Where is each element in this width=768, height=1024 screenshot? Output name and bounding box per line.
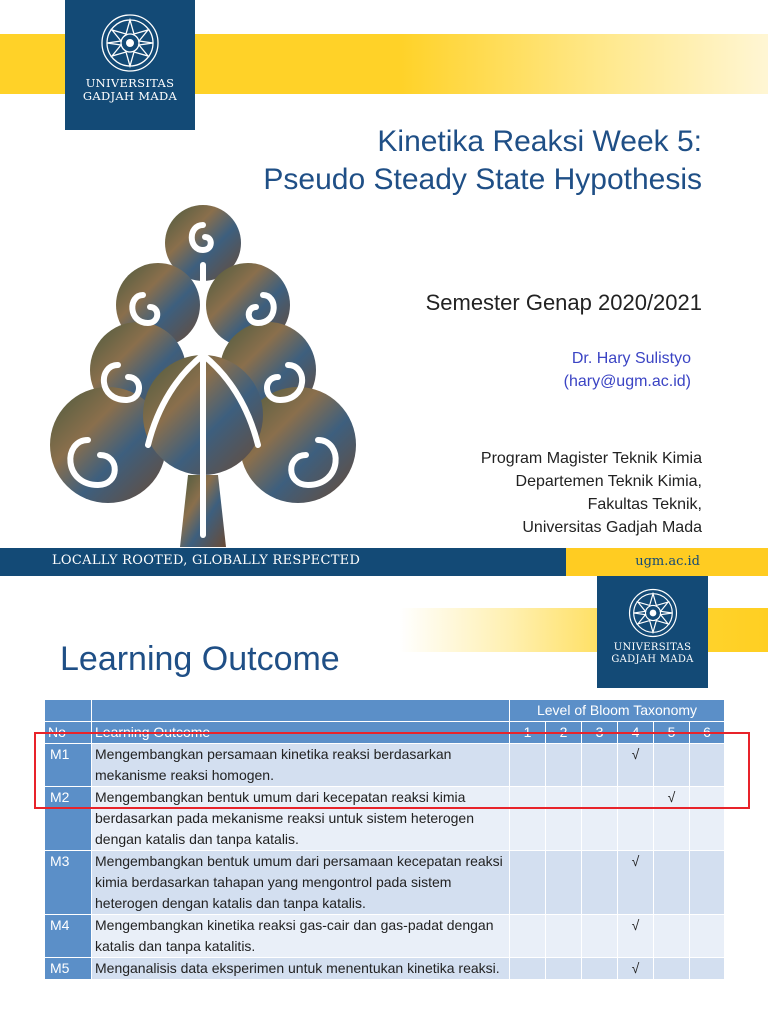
col-outcome-header: Learning Outcome <box>92 722 510 744</box>
level-cell <box>510 851 546 915</box>
level-cell <box>510 915 546 958</box>
header-blank <box>45 700 92 722</box>
header-blank <box>92 700 510 722</box>
program-block <box>481 447 702 539</box>
row-code: M1 <box>45 744 92 787</box>
tagline: LOCALLY ROOTED, GLOBALLY RESPECTED <box>52 553 361 568</box>
footer-bar <box>0 548 768 576</box>
learning-outcome-slide <box>0 576 768 1024</box>
row-code: M5 <box>45 958 92 980</box>
tree-illustration <box>48 205 358 547</box>
row-outcome: Menganalisis data eksperimen untuk menentukan kinetika reaksi. <box>92 958 510 980</box>
level-cell <box>546 958 582 980</box>
col-no-header: No <box>45 722 92 744</box>
program-line: Universitas Gadjah Mada <box>522 519 702 536</box>
semester-text: Semester Genap 2020/2021 <box>425 290 702 315</box>
table-header-row <box>45 700 725 722</box>
level-cell: √ <box>618 915 654 958</box>
row-code: M3 <box>45 851 92 915</box>
row-outcome: Mengembangkan bentuk umum dari kecepatan reaksi kimia berdasarkan pada mekanisme reaksi untuk sistem heterogen dengan katalis dan tanpa katalis. <box>92 787 510 851</box>
slide-heading: Learning Outcome <box>60 640 340 678</box>
title-line1: Kinetika Reaksi Week 5: <box>377 125 702 158</box>
row-outcome: Mengembangkan kinetika reaksi gas-cair dan gas-padat dengan katalis dan tanpa katalitis. <box>92 915 510 958</box>
row-outcome: Mengembangkan persamaan kinetika reaksi berdasarkan mekanisme reaksi homogen. <box>92 744 510 787</box>
level-cell <box>690 851 725 915</box>
highlight-box <box>34 732 750 809</box>
ugm-logo <box>597 576 708 688</box>
level-cell <box>582 851 618 915</box>
table-row <box>45 958 725 980</box>
level-cell <box>654 851 690 915</box>
level-cell: √ <box>654 787 690 851</box>
level-header: 4 <box>618 722 654 744</box>
program-line: Fakultas Teknik, <box>587 496 702 513</box>
level-cell <box>582 958 618 980</box>
level-header: 5 <box>654 722 690 744</box>
author-email[interactable]: (hary@ugm.ac.id) <box>563 373 691 390</box>
logo-line2: GADJAH MADA <box>611 653 694 665</box>
title-line2: Pseudo Steady State Hypothesis <box>263 163 702 196</box>
level-cell <box>546 851 582 915</box>
level-cell <box>690 958 725 980</box>
author-block <box>564 347 691 393</box>
level-cell <box>654 958 690 980</box>
row-code: M2 <box>45 787 92 851</box>
level-cell <box>690 915 725 958</box>
bloom-group-header: Level of Bloom Taxonomy <box>510 700 725 722</box>
author-name: Dr. Hary Sulistyo <box>571 350 691 367</box>
footer-url[interactable]: ugm.ac.id <box>635 554 700 569</box>
logo-line1: UNIVERSITAS <box>613 642 692 653</box>
logo-line1: UNIVERSITAS <box>85 76 175 90</box>
row-outcome: Mengembangkan bentuk umum dari persamaan kecepatan reaksi kimia berdasarkan tahapan yang mengontrol pada sistem heterogen dengan katalis dan tanpa katalis. <box>92 851 510 915</box>
level-cell <box>654 915 690 958</box>
table-row <box>45 851 725 915</box>
row-code: M4 <box>45 915 92 958</box>
program-line: Departemen Teknik Kimia, <box>515 473 702 490</box>
level-header: 3 <box>582 722 618 744</box>
level-cell: √ <box>618 744 654 787</box>
level-cell <box>582 915 618 958</box>
level-cell: √ <box>618 851 654 915</box>
program-line: Program Magister Teknik Kimia <box>480 450 702 467</box>
ugm-logo <box>65 0 195 130</box>
logo-line2: GADJAH MADA <box>82 89 178 104</box>
level-cell <box>546 915 582 958</box>
slide-title <box>263 123 702 199</box>
level-header: 2 <box>546 722 582 744</box>
table-row <box>45 915 725 958</box>
footer-url-box <box>566 548 768 576</box>
level-header: 6 <box>690 722 725 744</box>
ugm-seal-icon <box>99 12 161 74</box>
ugm-seal-icon <box>627 587 679 639</box>
yellow-ribbon <box>400 608 768 652</box>
level-cell: √ <box>618 958 654 980</box>
level-header: 1 <box>510 722 546 744</box>
level-cell <box>510 958 546 980</box>
